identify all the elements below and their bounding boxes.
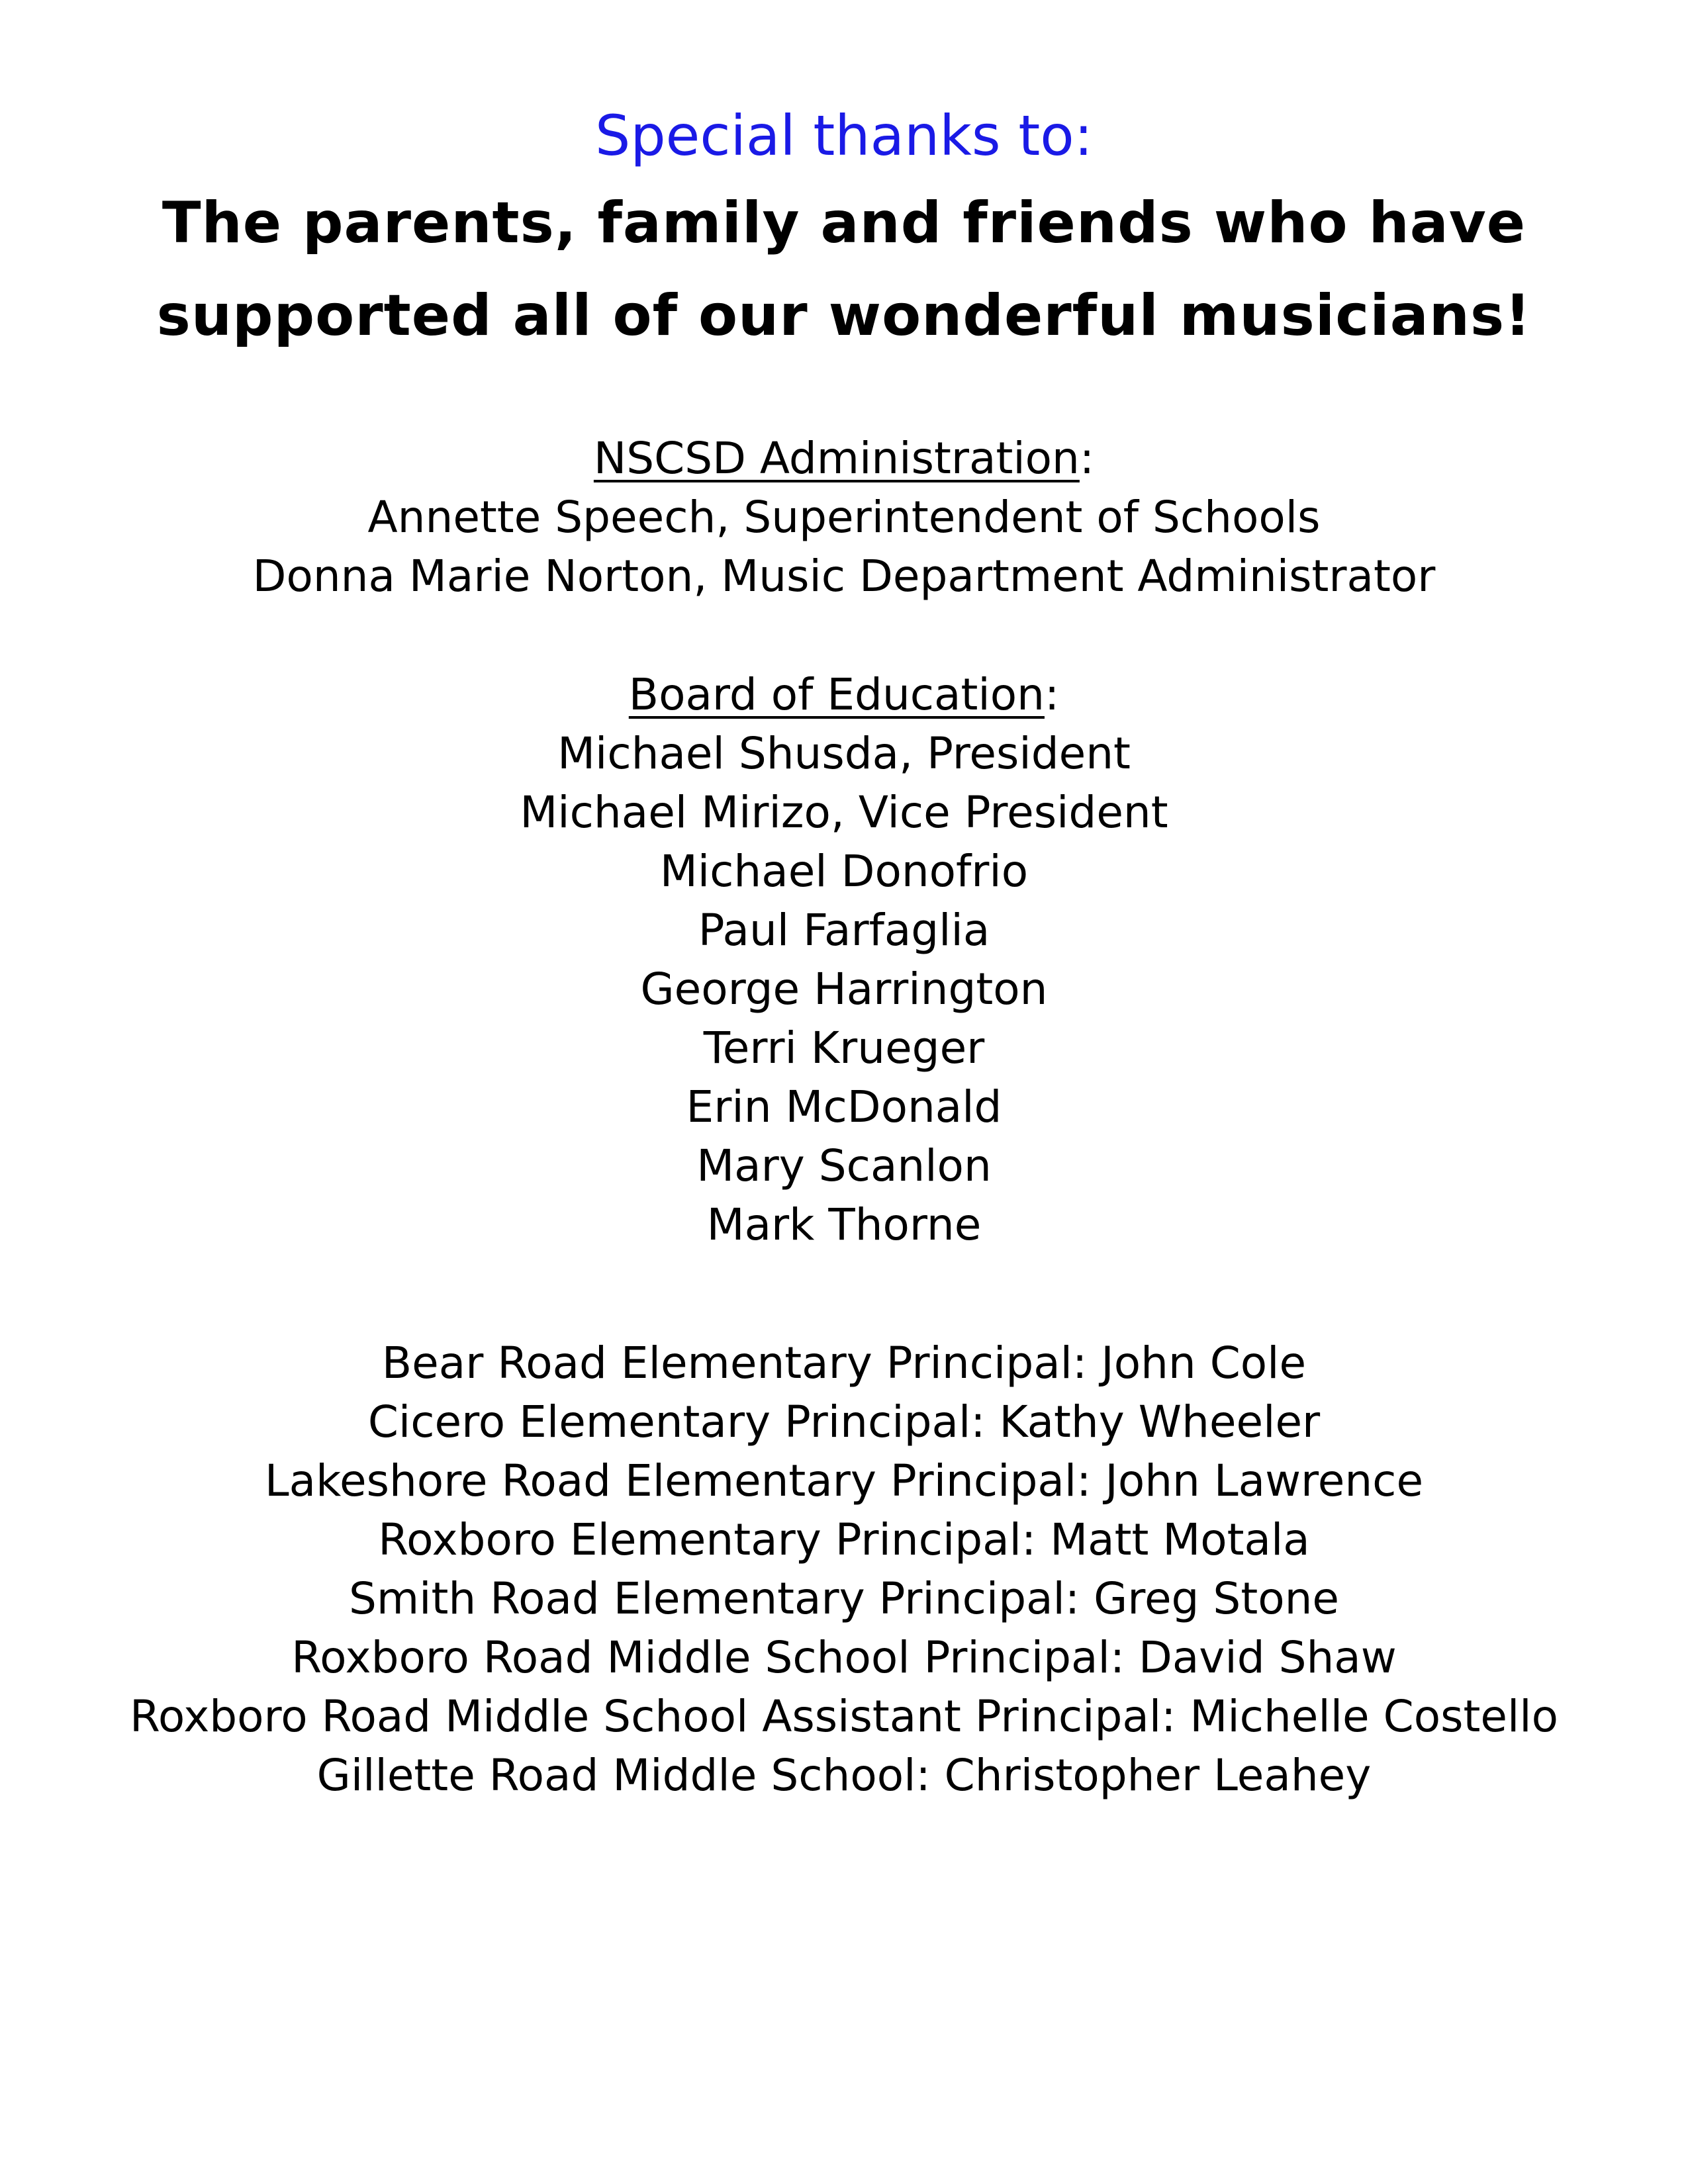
admin-member: Annette Speech, Superintendent of Schools <box>367 492 1321 543</box>
board-member: Michael Shusda, President <box>557 728 1131 779</box>
board-heading-colon: : <box>1044 669 1060 720</box>
board-member: Erin McDonald <box>686 1081 1002 1132</box>
board-member: Mary Scanlon <box>696 1140 992 1191</box>
administration-section <box>0 429 1688 606</box>
principal-entry: Cicero Elementary Principal: Kathy Wheeler <box>367 1396 1321 1447</box>
administration-heading-colon: : <box>1079 433 1095 484</box>
board-member: Terri Krueger <box>703 1023 985 1073</box>
board-member: Mark Thorne <box>706 1199 982 1250</box>
principal-entry: Smith Road Elementary Principal: Greg Stone <box>348 1573 1340 1624</box>
board-member: George Harrington <box>640 964 1048 1015</box>
principal-entry: Gillette Road Middle School: Christopher Leahey <box>316 1750 1372 1801</box>
principal-entry: Roxboro Elementary Principal: Matt Motala <box>378 1514 1310 1565</box>
principals-section <box>0 1334 1688 1805</box>
principal-entry: Roxboro Road Middle School Assistant Principal: Michelle Costello <box>129 1691 1559 1742</box>
headline-line-2: supported all of our wonderful musicians! <box>156 283 1532 349</box>
principal-entry: Bear Road Elementary Principal: John Cole <box>381 1338 1307 1388</box>
board-member: Paul Farfaglia <box>698 905 990 956</box>
principal-entry: Lakeshore Road Elementary Principal: John Lawrence <box>264 1455 1424 1506</box>
board-heading <box>0 665 1688 724</box>
administration-heading-text: NSCSD Administration <box>593 433 1080 484</box>
admin-member: Donna Marie Norton, Music Department Administrator <box>252 551 1436 602</box>
special-thanks-title: Special thanks to: <box>595 103 1093 168</box>
board-heading-text: Board of Education <box>628 669 1045 720</box>
board-member: Michael Mirizo, Vice President <box>520 787 1168 838</box>
board-member: Michael Donofrio <box>659 846 1029 897</box>
board-section <box>0 665 1688 1254</box>
administration-heading <box>0 429 1688 488</box>
principal-entry: Roxboro Road Middle School Principal: David Shaw <box>291 1632 1397 1683</box>
headline-line-1: The parents, family and friends who have <box>162 190 1526 256</box>
